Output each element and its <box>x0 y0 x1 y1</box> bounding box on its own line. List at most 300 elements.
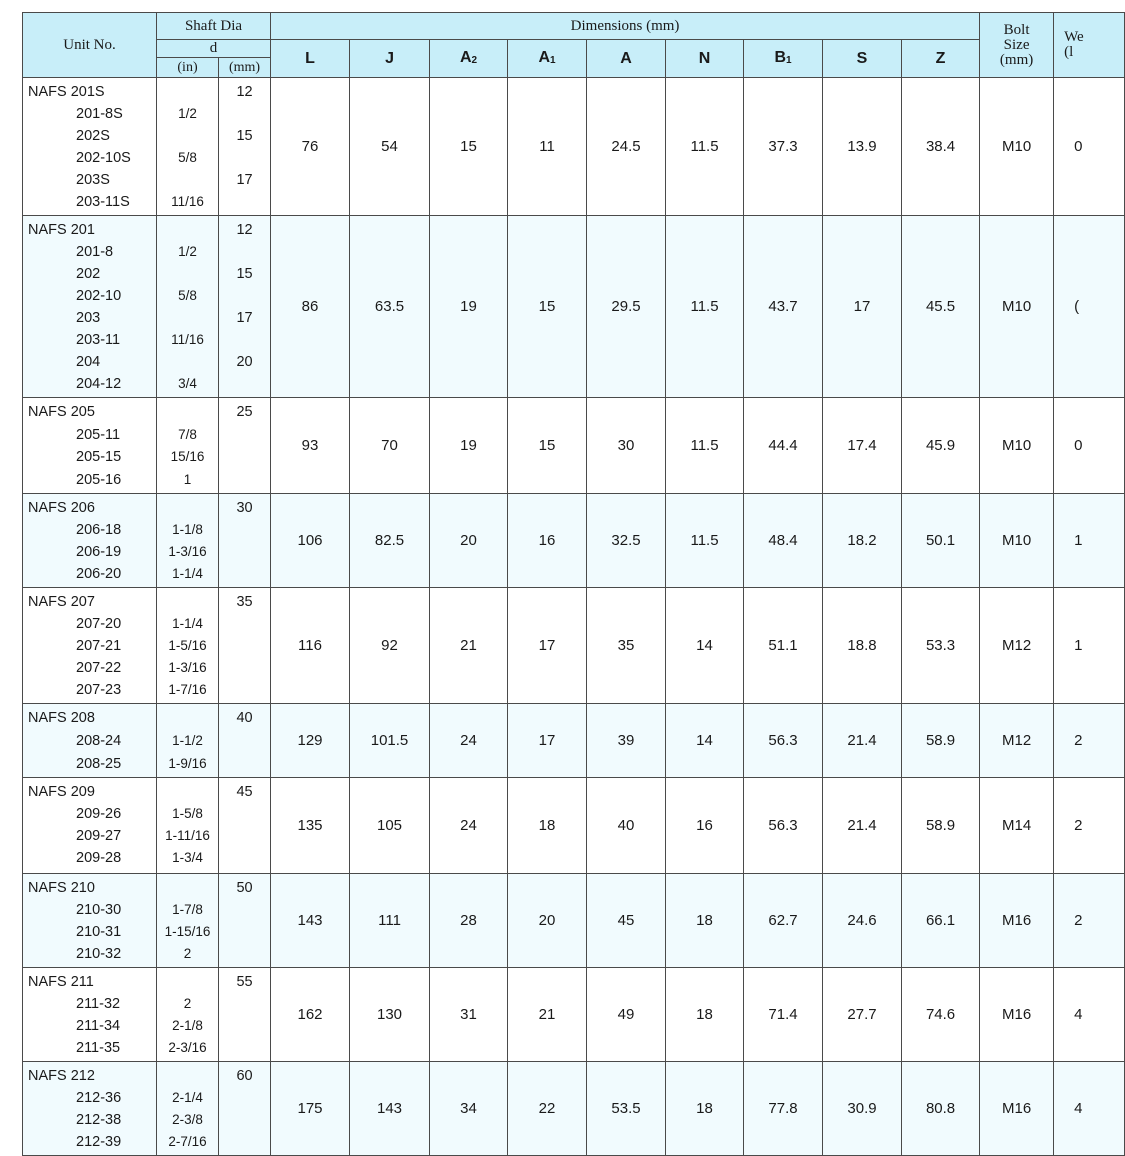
unit-no-cell <box>23 216 157 398</box>
shaft-dia-in <box>157 497 218 519</box>
unit-no: 211-34 <box>76 1018 121 1035</box>
shaft-dia-in-cell <box>157 494 219 588</box>
weight: 1 <box>1054 588 1125 704</box>
dim-s: 18.2 <box>823 494 902 588</box>
shaft-dia-in: 2-7/16 <box>168 1134 207 1150</box>
shaft-dia-mm-cell <box>219 1062 271 1156</box>
table-row <box>23 494 1125 588</box>
shaft-dia-mm <box>219 847 270 869</box>
dim-n: 18 <box>666 968 744 1062</box>
unit-no: 206-20 <box>76 566 122 583</box>
shaft-dia-in: 2-3/8 <box>172 1112 203 1128</box>
unit-no: 206-18 <box>76 522 122 539</box>
dim-a: 53.5 <box>587 1062 666 1156</box>
shaft-dia-in: 2 <box>183 946 192 962</box>
unit-no: 207-22 <box>76 660 122 677</box>
shaft-dia-mm <box>219 753 270 776</box>
dim-a1: 22 <box>508 1062 587 1156</box>
shaft-dia-in: 1-11/16 <box>165 828 210 844</box>
shaft-dia-mm <box>219 424 270 447</box>
dim-s: 13.9 <box>823 78 902 216</box>
shaft-dia-in <box>157 351 218 373</box>
dim-a1: 20 <box>508 874 587 968</box>
shaft-dia-mm-cell <box>219 78 271 216</box>
shaft-dia-in: 1-1/4 <box>172 616 203 632</box>
dim-a2: 28 <box>430 874 508 968</box>
unit-no: 212-39 <box>76 1134 122 1151</box>
unit-no: 201-8S <box>76 106 123 122</box>
unit-no: NAFS 210 <box>28 880 95 897</box>
header-weight-line1: We <box>1064 29 1084 45</box>
shaft-dia-mm-cell <box>219 778 271 874</box>
dim-z: 58.9 <box>902 704 980 778</box>
shaft-dia-mm-cell <box>219 398 271 494</box>
unit-no: NAFS 201S <box>28 84 105 100</box>
dim-b1: 37.3 <box>744 78 823 216</box>
table-row <box>23 216 1125 398</box>
header-col-s-main: S <box>856 50 868 67</box>
dim-n: 14 <box>666 704 744 778</box>
unit-no: 202-10S <box>76 150 131 166</box>
header-col-l <box>271 40 350 78</box>
unit-no: 203-11S <box>76 194 130 210</box>
shaft-dia-in: 1-9/16 <box>168 755 207 771</box>
bolt-size: M12 <box>980 588 1054 704</box>
header-mm: (mm) <box>219 58 271 78</box>
dim-j: 82.5 <box>350 494 430 588</box>
shaft-dia-mm <box>219 921 270 943</box>
unit-no-cell <box>23 968 157 1062</box>
bolt-size: M16 <box>980 968 1054 1062</box>
dim-a: 39 <box>587 704 666 778</box>
header-d: d <box>157 40 271 58</box>
unit-no: 203S <box>76 172 110 188</box>
shaft-dia-in <box>157 1065 218 1087</box>
unit-no: 210-32 <box>76 946 122 963</box>
header-bolt-size <box>980 13 1054 78</box>
dim-l: 116 <box>271 588 350 704</box>
table-row <box>23 704 1125 778</box>
shaft-dia-in: 1-3/16 <box>168 660 207 676</box>
header-col-a-main: A <box>620 50 632 67</box>
shaft-dia-in-cell <box>157 398 219 494</box>
dim-s: 17.4 <box>823 398 902 494</box>
shaft-dia-in: 5/8 <box>178 150 197 165</box>
shaft-dia-in: 2-3/16 <box>168 1040 207 1056</box>
dim-a: 32.5 <box>587 494 666 588</box>
unit-no: 204-12 <box>76 376 122 392</box>
unit-no: NAFS 209 <box>28 784 95 801</box>
dim-n: 11.5 <box>666 78 744 216</box>
dim-b1: 43.7 <box>744 216 823 398</box>
header-col-b1-sub: 1 <box>786 55 792 66</box>
shaft-dia-mm <box>219 373 270 395</box>
dim-j: 130 <box>350 968 430 1062</box>
dim-z: 45.9 <box>902 398 980 494</box>
header-col-b1 <box>744 40 823 78</box>
dim-a: 49 <box>587 968 666 1062</box>
unit-no: 205-16 <box>76 471 122 488</box>
bolt-size: M10 <box>980 216 1054 398</box>
dim-b1: 62.7 <box>744 874 823 968</box>
dim-z: 80.8 <box>902 1062 980 1156</box>
shaft-dia-mm: 35 <box>236 594 253 611</box>
shaft-dia-mm: 40 <box>236 710 253 727</box>
weight: 1 <box>1054 494 1125 588</box>
header-col-l-main: L <box>305 50 315 67</box>
dim-l: 175 <box>271 1062 350 1156</box>
shaft-dia-mm <box>219 825 270 847</box>
dim-l: 106 <box>271 494 350 588</box>
header-col-b1-main: B <box>774 49 787 66</box>
unit-no: 210-30 <box>76 902 122 919</box>
unit-no: NAFS 201 <box>28 222 95 238</box>
unit-no: NAFS 211 <box>28 974 94 991</box>
shaft-dia-in <box>157 219 218 241</box>
shaft-dia-mm <box>219 469 270 492</box>
shaft-dia-mm-cell <box>219 216 271 398</box>
weight: 4 <box>1054 968 1125 1062</box>
shaft-dia-mm <box>219 329 270 351</box>
dim-a1: 17 <box>508 588 587 704</box>
shaft-dia-in: 1-7/16 <box>168 682 207 698</box>
shaft-dia-in: 1-15/16 <box>164 924 211 940</box>
header-bolt-line3: (mm) <box>999 51 1034 68</box>
dim-b1: 44.4 <box>744 398 823 494</box>
dim-l: 76 <box>271 78 350 216</box>
dim-z: 66.1 <box>902 874 980 968</box>
unit-no: NAFS 212 <box>28 1068 95 1085</box>
unit-no-cell <box>23 588 157 704</box>
shaft-dia-mm <box>219 191 270 213</box>
header-dimensions: Dimensions (mm) <box>271 13 980 40</box>
unit-no: 209-26 <box>76 806 122 823</box>
shaft-dia-in: 1/2 <box>178 244 197 259</box>
shaft-dia-mm <box>219 730 270 753</box>
shaft-dia-in-cell <box>157 588 219 704</box>
dim-j: 111 <box>350 874 430 968</box>
dim-n: 18 <box>666 1062 744 1156</box>
shaft-dia-in-cell <box>157 704 219 778</box>
header-col-j <box>350 40 430 78</box>
shaft-dia-in: 1-7/8 <box>172 902 203 918</box>
bolt-size: M16 <box>980 874 1054 968</box>
dim-s: 21.4 <box>823 704 902 778</box>
table-row <box>23 1062 1125 1156</box>
header-col-s <box>823 40 902 78</box>
dim-a: 30 <box>587 398 666 494</box>
shaft-dia-in: 5/8 <box>178 288 197 303</box>
unit-no: NAFS 208 <box>28 710 95 727</box>
bolt-size: M16 <box>980 1062 1054 1156</box>
shaft-dia-mm: 15 <box>236 266 253 282</box>
dim-b1: 51.1 <box>744 588 823 704</box>
shaft-dia-mm: 60 <box>236 1068 253 1085</box>
dim-a: 29.5 <box>587 216 666 398</box>
shaft-dia-in <box>157 263 218 285</box>
shaft-dia-in <box>157 307 218 329</box>
dim-j: 92 <box>350 588 430 704</box>
unit-no-cell <box>23 874 157 968</box>
dim-a1: 15 <box>508 398 587 494</box>
unit-no: NAFS 207 <box>28 594 95 611</box>
unit-no-cell <box>23 398 157 494</box>
dim-b1: 56.3 <box>744 704 823 778</box>
unit-no: 205-11 <box>76 426 121 443</box>
dim-j: 143 <box>350 1062 430 1156</box>
shaft-dia-mm <box>219 147 270 169</box>
shaft-dia-mm <box>219 635 270 657</box>
shaft-dia-in: 11/16 <box>171 332 204 347</box>
header-bolt-line2: Size <box>1003 36 1030 53</box>
shaft-dia-mm <box>219 679 270 701</box>
unit-no: NAFS 205 <box>28 404 95 420</box>
shaft-dia-mm <box>219 563 270 585</box>
shaft-dia-in <box>157 707 218 730</box>
header-col-a1 <box>508 40 587 78</box>
shaft-dia-mm <box>219 1109 270 1131</box>
shaft-dia-in <box>157 781 218 803</box>
unit-no-cell <box>23 704 157 778</box>
shaft-dia-mm: 45 <box>236 784 253 801</box>
shaft-dia-mm: 12 <box>236 84 253 100</box>
shaft-dia-in: 1-3/16 <box>168 544 207 560</box>
shaft-dia-mm <box>219 1131 270 1153</box>
shaft-dia-mm <box>219 241 270 263</box>
weight: 2 <box>1054 874 1125 968</box>
header-col-n <box>666 40 744 78</box>
weight: 2 <box>1054 778 1125 874</box>
dim-l: 129 <box>271 704 350 778</box>
weight: 2 <box>1054 704 1125 778</box>
dim-j: 105 <box>350 778 430 874</box>
shaft-dia-in: 11/16 <box>171 194 204 209</box>
dim-j: 54 <box>350 78 430 216</box>
dim-z: 53.3 <box>902 588 980 704</box>
dim-a: 45 <box>587 874 666 968</box>
unit-no-cell <box>23 1062 157 1156</box>
table-row <box>23 78 1125 216</box>
shaft-dia-mm <box>219 993 270 1015</box>
dim-a: 40 <box>587 778 666 874</box>
shaft-dia-mm-cell <box>219 494 271 588</box>
shaft-dia-mm <box>219 285 270 307</box>
table-row <box>23 778 1125 874</box>
weight: ( <box>1054 216 1125 398</box>
unit-no: 202S <box>76 128 110 144</box>
unit-no-cell <box>23 778 157 874</box>
dim-a1: 17 <box>508 704 587 778</box>
dim-a2: 15 <box>430 78 508 216</box>
unit-no: 206-19 <box>76 544 122 561</box>
shaft-dia-in <box>157 877 218 899</box>
dim-a: 35 <box>587 588 666 704</box>
shaft-dia-mm-cell <box>219 968 271 1062</box>
dim-a2: 19 <box>430 216 508 398</box>
shaft-dia-in-cell <box>157 968 219 1062</box>
dim-n: 11.5 <box>666 494 744 588</box>
dim-n: 14 <box>666 588 744 704</box>
dim-n: 16 <box>666 778 744 874</box>
dim-j: 63.5 <box>350 216 430 398</box>
shaft-dia-in <box>157 401 218 424</box>
unit-no: 212-38 <box>76 1112 122 1129</box>
shaft-dia-mm: 25 <box>236 404 253 420</box>
dim-z: 45.5 <box>902 216 980 398</box>
shaft-dia-mm-cell <box>219 874 271 968</box>
shaft-dia-in <box>157 169 218 191</box>
dim-s: 21.4 <box>823 778 902 874</box>
unit-no: 201-8 <box>76 244 114 260</box>
table-body <box>23 78 1125 1156</box>
dim-s: 17 <box>823 216 902 398</box>
weight: 0 <box>1054 78 1125 216</box>
shaft-dia-in: 2 <box>183 996 192 1012</box>
shaft-dia-mm <box>219 103 270 125</box>
shaft-dia-mm <box>219 541 270 563</box>
header-unit-no: Unit No. <box>23 13 157 78</box>
header-col-a <box>587 40 666 78</box>
unit-no-cell <box>23 78 157 216</box>
dim-s: 27.7 <box>823 968 902 1062</box>
dim-b1: 56.3 <box>744 778 823 874</box>
unit-no: 211-35 <box>76 1040 121 1057</box>
dim-b1: 77.8 <box>744 1062 823 1156</box>
shaft-dia-mm <box>219 899 270 921</box>
unit-no: 209-28 <box>76 850 122 867</box>
shaft-dia-in: 1/2 <box>178 106 197 121</box>
shaft-dia-mm <box>219 1015 270 1037</box>
unit-no: 204 <box>76 354 101 370</box>
unit-no: 203 <box>76 310 101 326</box>
bolt-size: M14 <box>980 778 1054 874</box>
shaft-dia-in: 1-5/16 <box>168 638 207 654</box>
dim-a1: 16 <box>508 494 587 588</box>
unit-no: 212-36 <box>76 1090 122 1107</box>
unit-no: 208-24 <box>76 732 122 749</box>
unit-no: 202 <box>76 266 101 282</box>
header-col-a2-main: A <box>459 49 472 66</box>
dim-b1: 71.4 <box>744 968 823 1062</box>
header-col-n-main: N <box>698 50 711 67</box>
header-col-a2 <box>430 40 508 78</box>
shaft-dia-in: 1-5/8 <box>172 806 203 822</box>
dim-n: 18 <box>666 874 744 968</box>
bearing-spec-table <box>22 12 1125 1156</box>
shaft-dia-in-cell <box>157 78 219 216</box>
dim-l: 162 <box>271 968 350 1062</box>
table-row <box>23 588 1125 704</box>
shaft-dia-in-cell <box>157 874 219 968</box>
shaft-dia-mm: 20 <box>236 354 253 370</box>
dim-z: 38.4 <box>902 78 980 216</box>
table-row <box>23 874 1125 968</box>
dim-a2: 20 <box>430 494 508 588</box>
dim-s: 24.6 <box>823 874 902 968</box>
shaft-dia-mm: 12 <box>236 222 253 238</box>
dim-z: 58.9 <box>902 778 980 874</box>
shaft-dia-mm <box>219 613 270 635</box>
dim-a1: 11 <box>508 78 587 216</box>
shaft-dia-mm: 55 <box>236 974 253 991</box>
dim-l: 135 <box>271 778 350 874</box>
shaft-dia-mm-cell <box>219 588 271 704</box>
unit-no: 211-32 <box>76 996 121 1013</box>
dim-j: 101.5 <box>350 704 430 778</box>
unit-no: 210-31 <box>76 924 122 941</box>
dim-a2: 31 <box>430 968 508 1062</box>
unit-no: 205-15 <box>76 449 122 466</box>
unit-no: NAFS 206 <box>28 500 95 517</box>
shaft-dia-mm: 17 <box>236 310 253 326</box>
dim-n: 11.5 <box>666 216 744 398</box>
shaft-dia-mm: 15 <box>236 128 253 144</box>
header-in: (in) <box>157 58 219 78</box>
shaft-dia-mm <box>219 943 270 965</box>
shaft-dia-mm <box>219 1087 270 1109</box>
header-col-a1-main: A <box>538 49 551 66</box>
shaft-dia-in-cell <box>157 1062 219 1156</box>
shaft-dia-in <box>157 125 218 147</box>
header-col-j-main: J <box>385 50 394 67</box>
shaft-dia-mm <box>219 1037 270 1059</box>
shaft-dia-mm <box>219 446 270 469</box>
dim-a1: 15 <box>508 216 587 398</box>
header-bolt-line1: Bolt <box>1003 21 1030 38</box>
spec-table-container <box>22 12 1084 1151</box>
dim-l: 86 <box>271 216 350 398</box>
dim-n: 11.5 <box>666 398 744 494</box>
bolt-size: M10 <box>980 494 1054 588</box>
shaft-dia-in: 1 <box>183 471 192 487</box>
dim-b1: 48.4 <box>744 494 823 588</box>
shaft-dia-in <box>157 81 218 103</box>
shaft-dia-in-cell <box>157 216 219 398</box>
unit-no: 207-21 <box>76 638 122 655</box>
shaft-dia-mm: 30 <box>236 500 253 517</box>
dim-a1: 21 <box>508 968 587 1062</box>
shaft-dia-in: 7/8 <box>178 426 197 442</box>
dim-a2: 21 <box>430 588 508 704</box>
unit-no: 202-10 <box>76 288 122 304</box>
dim-z: 50.1 <box>902 494 980 588</box>
dim-z: 74.6 <box>902 968 980 1062</box>
shaft-dia-in: 3/4 <box>178 376 197 391</box>
dim-s: 30.9 <box>823 1062 902 1156</box>
table-row <box>23 968 1125 1062</box>
dim-s: 18.8 <box>823 588 902 704</box>
shaft-dia-in: 1-3/4 <box>172 850 203 866</box>
dim-a2: 24 <box>430 778 508 874</box>
bolt-size: M10 <box>980 78 1054 216</box>
dim-l: 143 <box>271 874 350 968</box>
dim-j: 70 <box>350 398 430 494</box>
header-weight <box>1054 13 1125 78</box>
header-shaft-dia: Shaft Dia <box>157 13 271 40</box>
unit-no: 207-23 <box>76 682 122 699</box>
unit-no: 209-27 <box>76 828 122 845</box>
unit-no: 208-25 <box>76 755 122 772</box>
shaft-dia-mm: 50 <box>236 880 253 897</box>
shaft-dia-in: 1-1/2 <box>172 732 203 748</box>
header-weight-line2: (l <box>1064 44 1074 60</box>
bolt-size: M12 <box>980 704 1054 778</box>
dim-a2: 34 <box>430 1062 508 1156</box>
header-col-a1-sub: 1 <box>550 55 556 66</box>
unit-no: 207-20 <box>76 616 122 633</box>
shaft-dia-mm <box>219 519 270 541</box>
shaft-dia-in: 2-1/8 <box>172 1018 203 1034</box>
